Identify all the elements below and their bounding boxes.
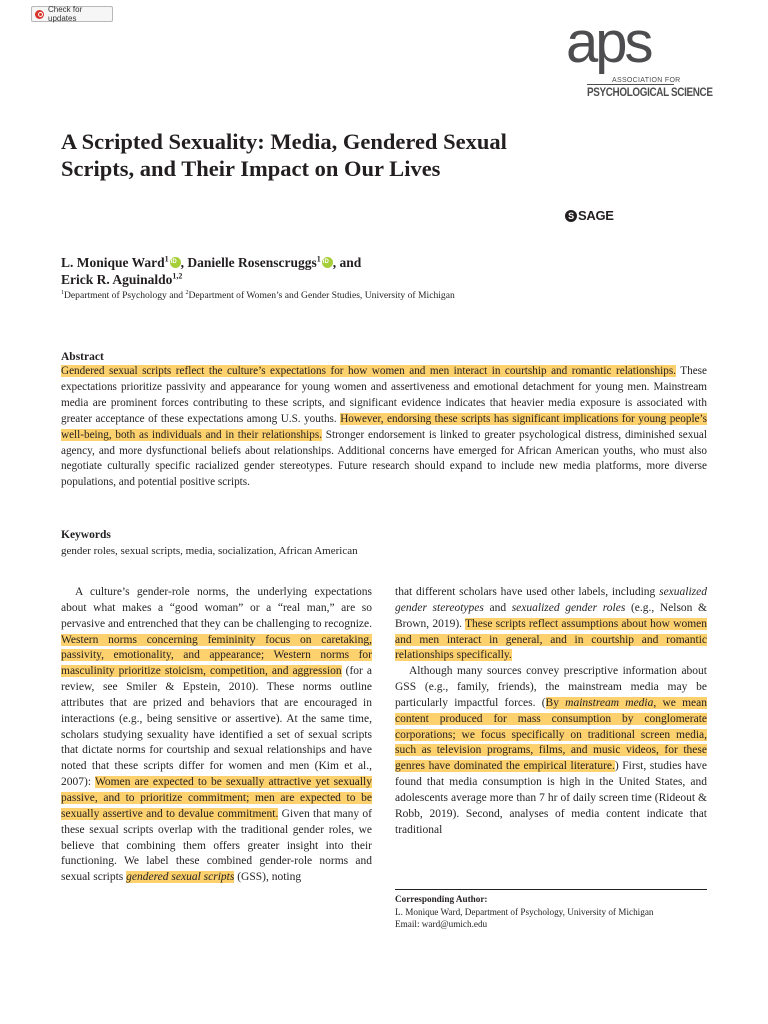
abstract-text: These expectations prioritize passivity and appearance for young women and assertiveness and emotional detachment for young men. Mainstream media are prominent forces contributing to these scripts, and significant evidence indicates that heavier media exposure is associated with greater acceptance of these expectations among U.S. youths. xyxy=(61,365,707,425)
aps-logo-rule xyxy=(587,84,674,85)
author-name: L. Monique Ward xyxy=(61,255,165,270)
correspondence-email[interactable]: Email: ward@umich.edu xyxy=(395,919,488,929)
aps-logo-line2: PSYCHOLOGICAL SCIENCE xyxy=(587,87,713,99)
affil-sup: 1 xyxy=(61,289,64,296)
author-separator: , xyxy=(180,255,188,270)
body-text: Although many sources convey prescriptive information about GSS (e.g., family, friends), the mainstream media may be particularly impactful forces. ( xyxy=(395,665,707,709)
author-name: Danielle Rosenscruggs xyxy=(187,255,317,270)
body-text: (for a review, see Smiler & Epstein, 2010). These norms outline attributes that are prized and behaviors that are encouraged in interactions (e.g., being sensitive or assertive). At the same time, scholars studying sexuality have identified a set of sexual scripts that dictate norms for courtship and sexual relationships and have noted that these scripts differ for women and men (Kim et al., 2007): xyxy=(61,665,372,789)
body-text: Given that many of these sexual scripts overlap with the traditional gender roles, we believe that combining them offers greater insight into their functioning. We label these combined gender-role norms and sexual scripts xyxy=(61,807,372,884)
paragraph-2 xyxy=(395,664,707,838)
sage-s-icon: S xyxy=(565,210,577,222)
italic-term: sexualized gender stereotypes xyxy=(395,586,707,614)
correspondence-author: L. Monique Ward, Department of Psychology, University of Michigan xyxy=(395,907,654,917)
orcid-icon[interactable] xyxy=(322,257,333,268)
check-for-updates-label: Check for updates xyxy=(48,5,83,23)
aps-logo-line1: ASSOCIATION FOR xyxy=(612,77,681,84)
affiliations xyxy=(61,290,455,301)
check-for-updates-badge[interactable] xyxy=(31,6,113,22)
keywords-list: gender roles, sexual scripts, media, socialization, African American xyxy=(61,545,358,557)
abstract-heading: Abstract xyxy=(61,351,104,363)
abstract-body xyxy=(61,364,707,491)
affil-text: Department of Psychology and xyxy=(64,290,186,301)
body-text: ) First, studies have found that media consumption is high in the United States, and adolescents average more than 7 hr of daily screen time (Rideout & Robb, 2019). Second, analyses of media content indicate that traditional xyxy=(395,760,707,836)
highlighted-text: These scripts reflect assumptions about how women and men interact in general, and in courtship and romantic relationships specifically. xyxy=(395,617,707,662)
author-affil-sup: 1 xyxy=(316,254,321,264)
body-text: A culture’s gender-role norms, the underlying expectations about what makes a “good woman” or a “real man,” are so pervasive and entrenched that they can be challenging to recognize. xyxy=(61,586,372,630)
sage-logo xyxy=(565,208,614,223)
correspondence-heading: Corresponding Author: xyxy=(395,894,488,904)
update-icon xyxy=(35,10,44,19)
body-text: that different scholars have used other labels, including xyxy=(395,586,660,598)
highlighted-text: By xyxy=(545,696,566,709)
body-text: (e.g., Nelson & Brown, 2019). xyxy=(395,601,707,630)
sage-label: SAGE xyxy=(578,208,614,223)
body-text: and xyxy=(483,601,512,614)
article-title: A Scripted Sexuality: Media, Gendered Sexual Scripts, and Their Impact on Our Lives xyxy=(61,129,507,181)
affil-text: Department of Women’s and Gender Studies, University of Michigan xyxy=(188,290,455,301)
highlighted-text: Women are expected to be sexually attractive yet sexually passive, and to prioritize commitment; men are expected to be sexually assertive and to devalue commitment. xyxy=(61,776,373,820)
highlighted-term: gendered sexual scripts xyxy=(126,871,235,884)
author-list xyxy=(61,254,521,288)
author-name: Erick R. Aguinaldo xyxy=(61,272,173,287)
keywords-heading: Keywords xyxy=(61,529,111,541)
abstract-text: Stronger endorsement is linked to greater psychological distress, diminished sexual agency, and more dysfunctional beliefs about relationships. Additional concerns have emerged for African American youths, who must also negotiate culturally specific racialized gender stereotypes. Future research should expand to include new media platforms, more diverse populations, and potential positive scripts. xyxy=(61,428,707,489)
author-affil-sup: 1 xyxy=(164,254,169,264)
highlighted-term: mainstream media xyxy=(565,696,654,709)
body-column-right xyxy=(395,585,707,839)
affil-sup: 2 xyxy=(185,289,189,296)
aps-logo xyxy=(566,10,713,107)
aps-logo-text: aps xyxy=(566,10,651,75)
correspondence-rule xyxy=(395,889,707,890)
author-affil-sup: 1,2 xyxy=(172,271,183,281)
body-text: (GSS), noting xyxy=(234,871,302,884)
orcid-icon[interactable] xyxy=(170,257,181,268)
body-column-left xyxy=(61,585,372,886)
highlighted-text: , we mean content produced for mass consumption by conglomerate corporations; we focus specifically on traditional screen media, such as television programs, films, and music videos, for these genres have dominated the empirical literature. xyxy=(395,696,707,773)
highlighted-text: However, endorsing these scripts has significant implications for young people’s well-being, both as individuals and in their relationships. xyxy=(61,412,707,441)
italic-term: sexualized gender roles xyxy=(511,601,626,614)
highlighted-text: Western norms concerning femininity focus on caretaking, passivity, emotionality, and appearance; Western norms for masculinity prioritize stoicism, competition, and aggression xyxy=(61,633,372,678)
highlighted-text: Gendered sexual scripts reflect the culture’s expectations for how women and men interact in courtship and romantic relationships. xyxy=(61,365,676,377)
author-separator: , and xyxy=(332,255,362,270)
